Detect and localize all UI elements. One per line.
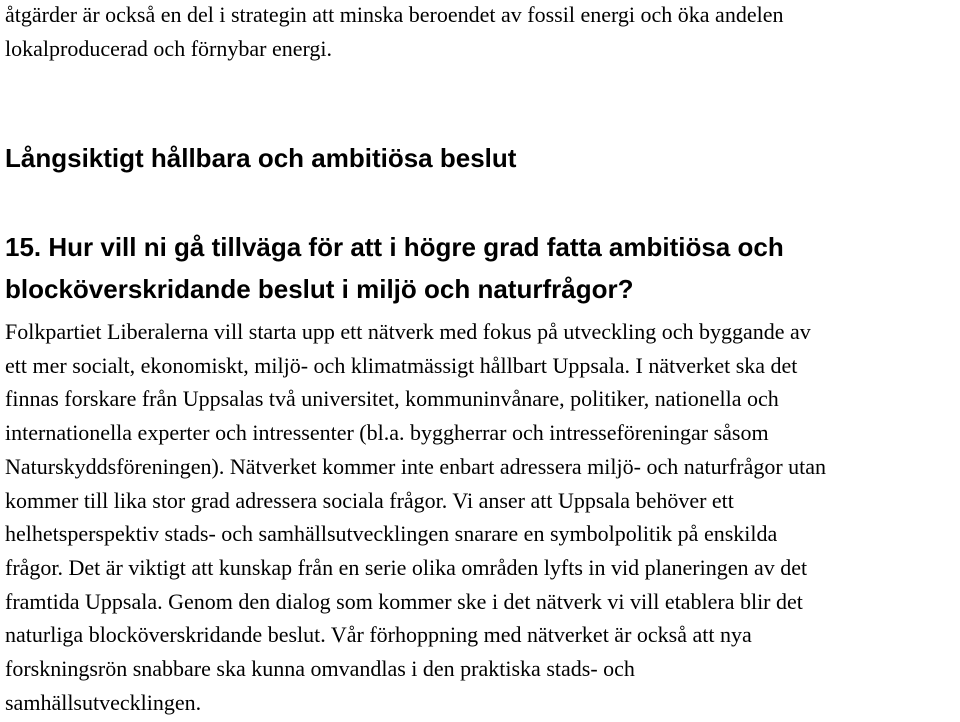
answer-line: framtida Uppsala. Genom den dialog som kommer ske i det nätverk vi vill etablera blir det (5, 588, 803, 614)
answer-line: frågor. Det är viktigt att kunskap från en serie olika områden lyfts in vid planeringen av det (5, 554, 808, 580)
section-heading: Långsiktigt hållbara och ambitiösa beslut (5, 143, 517, 173)
intro-line: åtgärder är också en del i strategin att minska beroendet av fossil energi och öka andelen (5, 2, 784, 27)
answer-line: samhällsutvecklingen. (5, 689, 202, 715)
answer-line: kommer till lika stor grad adressera sociala frågor. Vi anser att Uppsala behöver ett (5, 487, 734, 513)
intro-paragraph (5, 0, 960, 65)
intro-line: lokalproducerad och förnybar energi. (5, 35, 333, 61)
question-heading (5, 226, 784, 310)
answer-line: naturliga blocköverskridande beslut. Vår förhoppning med nätverket är också att nya (5, 622, 752, 648)
answer-line: Naturskyddsföreningen). Nätverket kommer inte enbart adressera miljö- och naturfrågor utan (5, 453, 827, 479)
answer-line: finnas forskare från Uppsalas två universitet, kommuninvånare, politiker, nationella och (5, 386, 779, 412)
question-line: blocköverskridande beslut i miljö och naturfrågor? (5, 274, 634, 304)
answer-line: internationella experter och intressenter (bl.a. byggherrar och intresseföreningar såsom (5, 420, 769, 446)
answer-line: helhetsperspektiv stads- och samhällsutvecklingen snarare en symbolpolitik på enskilda (5, 521, 778, 547)
answer-line: Folkpartiet Liberalerna vill starta upp ett nätverk med fokus på utveckling och byggande av (5, 319, 811, 344)
question-line: 15. Hur vill ni gå tillväga för att i högre grad fatta ambitiösa och (5, 232, 784, 262)
answer-line: ett mer socialt, ekonomiskt, miljö- och klimatmässigt hållbart Uppsala. I nätverket ska det (5, 352, 798, 378)
document-page (5, 0, 960, 715)
answer-paragraph (5, 315, 826, 719)
answer-line: forskningsrön snabbare ska kunna omvandlas i den praktiska stads- och (5, 656, 635, 682)
